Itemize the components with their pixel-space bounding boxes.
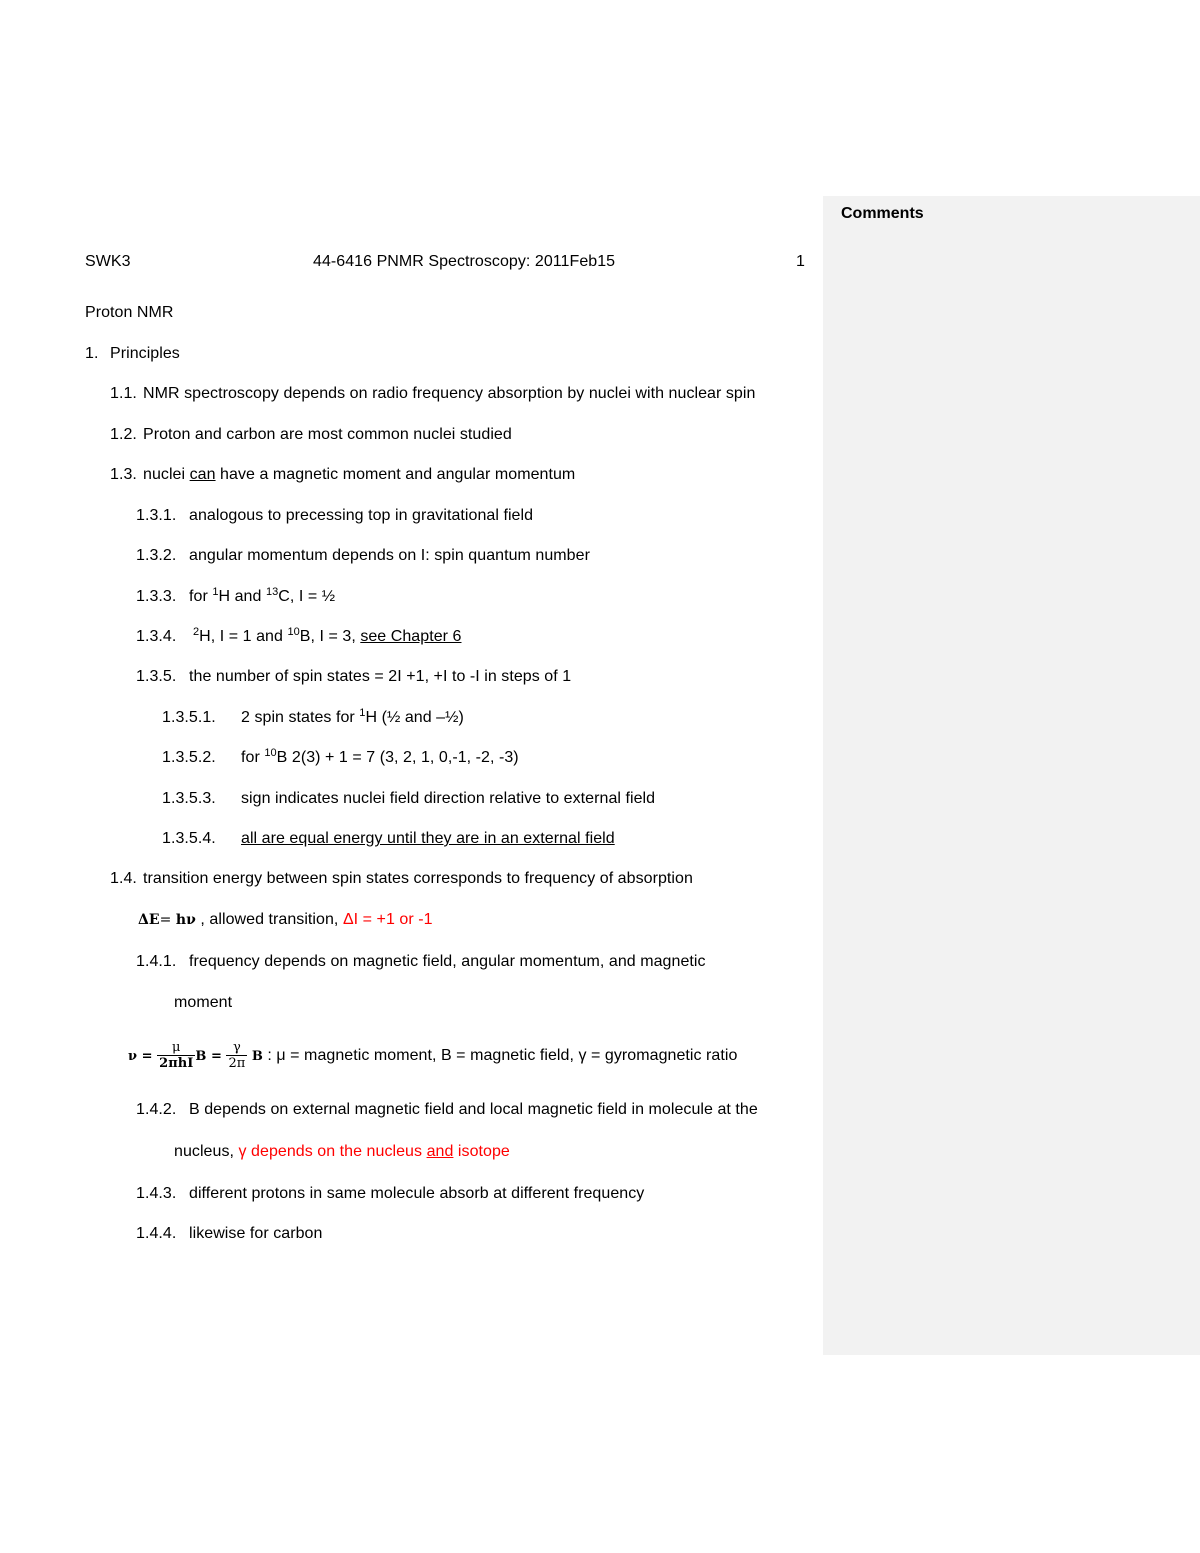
text-part: 2 spin states for — [241, 709, 360, 726]
section-number: 1.3.1. — [136, 507, 177, 524]
section-text: the number of spin states = 2I +1, +I to -I in steps of 1 — [189, 668, 572, 685]
b: B — [251, 1049, 263, 1064]
header-page-number: 1 — [796, 253, 805, 270]
text-part: H and — [218, 588, 266, 605]
superscript: 13 — [265, 586, 279, 598]
text-part: H (½ and –½) — [365, 709, 464, 726]
section-1-3-5-2 — [162, 748, 519, 768]
superscript: 1 — [212, 586, 219, 598]
section-1-4-3 — [136, 1184, 644, 1204]
denominator: 2π — [228, 1056, 246, 1072]
text-part: H, I = 1 and — [199, 628, 288, 645]
superscript: 2 — [193, 626, 200, 638]
equals: = — [159, 912, 176, 928]
equation-energy — [138, 910, 433, 930]
section-text: NMR spectroscopy depends on radio frequency absorption by nuclei with nuclear spin — [143, 385, 756, 402]
section-number: 1. — [85, 345, 99, 362]
fraction-mu — [157, 1040, 195, 1071]
section-1-4-4 — [136, 1224, 322, 1244]
numerator: μ — [157, 1040, 195, 1056]
b-equals: B = — [195, 1049, 222, 1064]
text-part: B, I = 3, — [299, 628, 361, 645]
nu: ν = — [128, 1049, 153, 1064]
section-1 — [85, 344, 180, 364]
section-1-3-3 — [136, 587, 335, 607]
header-title: 44-6416 PNMR Spectroscopy: 2011Feb15 — [313, 253, 616, 270]
section-text: Principles — [110, 345, 180, 362]
numerator: γ — [226, 1040, 247, 1056]
section-text: different protons in same molecule absorb at different frequency — [189, 1185, 645, 1202]
comments-pane-label: Comments — [841, 205, 924, 222]
fraction-gamma — [226, 1040, 247, 1071]
superscript: 1 — [359, 707, 366, 719]
section-1-3-5-1 — [162, 708, 464, 728]
section-number: 1.3.5. — [136, 668, 177, 685]
section-1-4-2-continued — [174, 1142, 510, 1162]
document-title: Proton NMR — [85, 304, 174, 321]
equation-frequency — [128, 1038, 737, 1075]
section-1-3-5-3 — [162, 789, 655, 809]
see-chapter-link[interactable]: see Chapter 6 — [360, 628, 462, 645]
section-number: 1.3.5.2. — [162, 749, 216, 766]
section-text: analogous to precessing top in gravitational field — [189, 507, 534, 524]
section-number: 1.3.5.1. — [162, 709, 216, 726]
section-text: nuclei — [143, 466, 190, 483]
red-text: isotope — [453, 1143, 510, 1160]
superscript: 10 — [287, 626, 300, 638]
section-text: frequency depends on magnetic field, angular momentum, and magnetic — [189, 953, 706, 970]
section-1-4-1 — [136, 952, 706, 972]
section-number: 1.4. — [110, 870, 137, 887]
text-part: nucleus, — [174, 1143, 239, 1160]
section-text-rest: have a magnetic moment and angular momentum — [215, 466, 576, 483]
section-number: 1.2. — [110, 426, 137, 443]
section-1-1 — [110, 384, 755, 404]
section-number: 1.4.4. — [136, 1225, 177, 1242]
header-left: SWK3 — [85, 253, 131, 270]
section-1-3-5-4 — [162, 829, 615, 849]
red-text: γ depends on the nucleus — [238, 1143, 427, 1160]
text-part: for — [241, 749, 265, 766]
section-1-4 — [110, 869, 693, 889]
selection-rule: ΔI = +1 or -1 — [342, 911, 433, 928]
section-1-3-1 — [136, 506, 533, 526]
section-number: 1.4.2. — [136, 1101, 177, 1118]
section-1-4-1-continued: moment — [174, 994, 233, 1011]
section-text: transition energy between spin states corresponds to frequency of absorption — [143, 870, 693, 887]
red-underlined-text: and — [426, 1143, 454, 1160]
comments-pane — [823, 196, 1200, 1355]
text-part: B 2(3) + 1 = 7 (3, 2, 1, 0,-1, -2, -3) — [276, 749, 519, 766]
section-text: all are equal energy until they are in an external field — [241, 830, 615, 847]
section-number: 1.3. — [110, 466, 137, 483]
text-part: C, I = ½ — [278, 588, 336, 605]
section-number: 1.3.5.3. — [162, 790, 216, 807]
section-1-3-4 — [136, 627, 461, 647]
section-number: 1.3.4. — [136, 628, 177, 645]
section-text: B depends on external magnetic field and local magnetic field in molecule at the — [189, 1101, 758, 1118]
section-1-3-2 — [136, 546, 590, 566]
text-part: for — [189, 588, 213, 605]
section-number: 1.4.1. — [136, 953, 177, 970]
section-number: 1.3.5.4. — [162, 830, 216, 847]
section-1-4-2 — [136, 1100, 758, 1120]
h-nu: hν — [175, 912, 196, 928]
denominator: 2πhI — [159, 1056, 194, 1072]
underlined-word: can — [189, 466, 216, 483]
section-number: 1.3.2. — [136, 547, 177, 564]
section-1-2 — [110, 425, 512, 445]
delta-e: ΔE — [138, 912, 160, 928]
section-text: sign indicates nuclei field direction relative to external field — [241, 790, 656, 807]
equation-text: , allowed transition, — [195, 911, 343, 928]
section-number: 1.3.3. — [136, 588, 177, 605]
section-1-3-5 — [136, 667, 571, 687]
section-number: 1.4.3. — [136, 1185, 177, 1202]
superscript: 10 — [264, 747, 277, 759]
equation-legend: : μ = magnetic moment, B = magnetic field, γ = gyromagnetic ratio — [262, 1047, 738, 1064]
section-1-3 — [110, 465, 575, 485]
section-text: Proton and carbon are most common nuclei studied — [143, 426, 512, 443]
section-text: angular momentum depends on I: spin quantum number — [189, 547, 590, 564]
section-text: likewise for carbon — [189, 1225, 323, 1242]
section-number: 1.1. — [110, 385, 137, 402]
